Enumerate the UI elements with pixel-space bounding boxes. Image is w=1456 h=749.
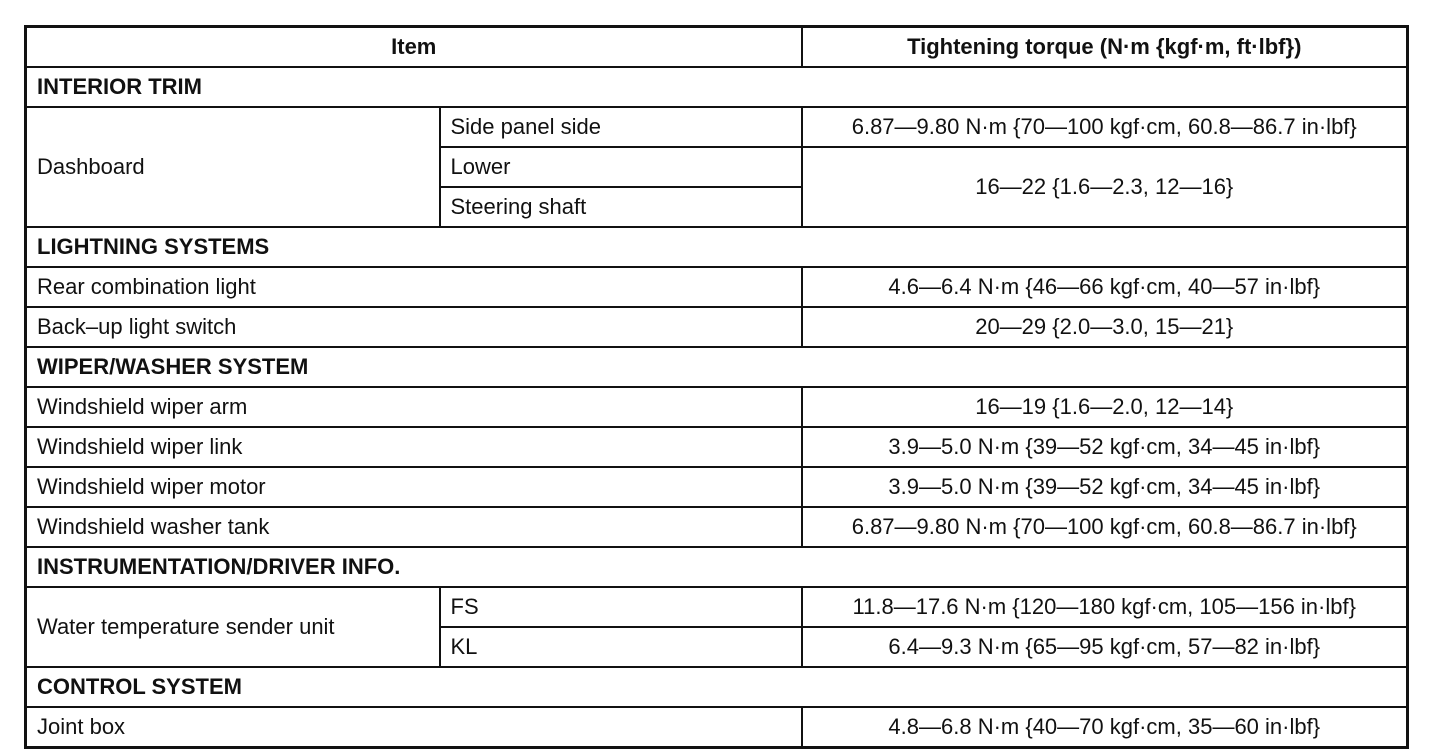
torque-specification-table xyxy=(24,25,1409,749)
item-cell: Joint box xyxy=(26,707,802,748)
item-cell: Back–up light switch xyxy=(26,307,802,347)
table-row xyxy=(26,467,1408,507)
table-row xyxy=(26,107,1408,147)
torque-cell: 6.87—9.80 N·m {70—100 kgf·cm, 60.8—86.7 in·lbf} xyxy=(802,507,1408,547)
item-cell-dashboard: Dashboard xyxy=(26,107,440,227)
section-title: INTERIOR TRIM xyxy=(26,67,1408,107)
item-cell: Rear combination light xyxy=(26,267,802,307)
section-row-wiper-washer xyxy=(26,347,1408,387)
section-title: WIPER/WASHER SYSTEM xyxy=(26,347,1408,387)
section-title: LIGHTNING SYSTEMS xyxy=(26,227,1408,267)
table-header-row xyxy=(26,27,1408,68)
section-row-interior-trim xyxy=(26,67,1408,107)
subitem-cell: KL xyxy=(440,627,802,667)
torque-cell: 6.4—9.3 N·m {65—95 kgf·cm, 57—82 in·lbf} xyxy=(802,627,1408,667)
table-row xyxy=(26,507,1408,547)
item-cell: Windshield wiper link xyxy=(26,427,802,467)
torque-cell: 16—19 {1.6—2.0, 12—14} xyxy=(802,387,1408,427)
torque-cell: 20—29 {2.0—3.0, 15—21} xyxy=(802,307,1408,347)
section-row-instrumentation xyxy=(26,547,1408,587)
section-title: CONTROL SYSTEM xyxy=(26,667,1408,707)
table-row xyxy=(26,427,1408,467)
torque-cell: 16—22 {1.6—2.3, 12—16} xyxy=(802,147,1408,227)
torque-cell: 11.8—17.6 N·m {120—180 kgf·cm, 105—156 in·lbf} xyxy=(802,587,1408,627)
item-cell-water-temperature-sender: Water temperature sender unit xyxy=(26,587,440,667)
subitem-cell: FS xyxy=(440,587,802,627)
torque-cell: 4.8—6.8 N·m {40—70 kgf·cm, 35—60 in·lbf} xyxy=(802,707,1408,748)
section-title: INSTRUMENTATION/DRIVER INFO. xyxy=(26,547,1408,587)
section-row-control-system xyxy=(26,667,1408,707)
torque-cell: 3.9—5.0 N·m {39—52 kgf·cm, 34—45 in·lbf} xyxy=(802,427,1408,467)
torque-cell: 4.6—6.4 N·m {46—66 kgf·cm, 40—57 in·lbf} xyxy=(802,267,1408,307)
table-row xyxy=(26,707,1408,748)
section-row-lightning-systems xyxy=(26,227,1408,267)
item-cell: Windshield wiper motor xyxy=(26,467,802,507)
table-row xyxy=(26,267,1408,307)
table-row xyxy=(26,587,1408,627)
item-cell: Windshield wiper arm xyxy=(26,387,802,427)
table-row xyxy=(26,307,1408,347)
torque-cell: 6.87—9.80 N·m {70—100 kgf·cm, 60.8—86.7 in·lbf} xyxy=(802,107,1408,147)
subitem-cell: Side panel side xyxy=(440,107,802,147)
item-column-header: Item xyxy=(26,27,802,68)
torque-cell: 3.9—5.0 N·m {39—52 kgf·cm, 34—45 in·lbf} xyxy=(802,467,1408,507)
table-row xyxy=(26,387,1408,427)
subitem-cell: Lower xyxy=(440,147,802,187)
subitem-cell: Steering shaft xyxy=(440,187,802,227)
item-cell: Windshield washer tank xyxy=(26,507,802,547)
torque-column-header: Tightening torque (N·m {kgf·m, ft·lbf}) xyxy=(802,27,1408,68)
